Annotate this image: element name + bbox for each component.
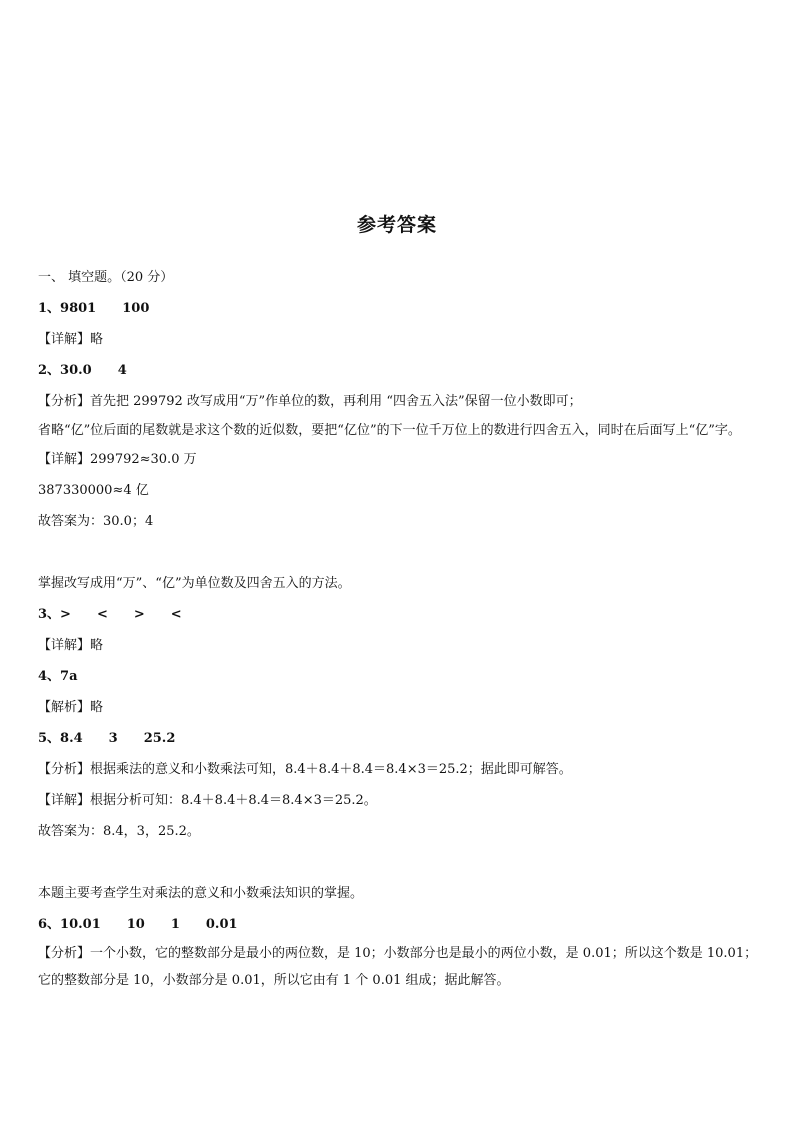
detail-q2-2: 387330000≈4 亿 (38, 483, 149, 498)
spacer (38, 847, 768, 878)
answer-content (38, 262, 768, 994)
answer-q5: 5、8.4 3 25.2 (38, 731, 176, 746)
analysis-q5: 【分析】根据乘法的意义和小数乘法可知，8.4＋8.4＋8.4＝8.4×3＝25.2；据此即可解答。 (38, 762, 572, 777)
answer-q3: 3、> < > < (38, 607, 182, 622)
answer-q6: 6、10.01 10 1 0.01 (38, 917, 238, 932)
answer-q2: 2、30.0 4 (38, 363, 127, 378)
analysis-q6: 【分析】一个小数，它的整数部分是最小的两位数，是 10；小数部分也是最小的两位小数，是 0.01；所以这个数是 10.01；它的整数部分是 10，小数部分是 0.01，所以它由有 1 个 0.01 组成；据此解答。 (38, 946, 758, 988)
detail-q4: 【解析】略 (38, 700, 104, 715)
detail-q2-1: 【详解】299792≈30.0 万 (38, 452, 197, 467)
analysis-q2: 【分析】首先把 299792 改写成用“万”作单位的数，再利用 “四舍五入法”保留一位小数即可； (38, 394, 582, 409)
note-q5: 本题主要考查学生对乘法的意义和小数乘法知识的掌握。 (38, 886, 364, 901)
answer-summary-q2: 故答案为：30.0；4 (38, 514, 154, 529)
answer-summary-q5: 故答案为：8.4，3，25.2。 (38, 824, 200, 839)
spacer (38, 537, 768, 568)
section-heading: 一、 填空题。（20 分） (38, 270, 174, 285)
detail-q1: 【详解】略 (38, 332, 104, 347)
detail-q3: 【详解】略 (38, 638, 104, 653)
answer-q1: 1、9801 100 (38, 301, 150, 316)
note-q2: 掌握改写成用“万”、“亿”为单位数及四舍五入的方法。 (38, 576, 351, 591)
answer-q4: 4、7a (38, 669, 78, 684)
analysis-q2-cont: 省略“亿”位后面的尾数就是求这个数的近似数，要把“亿位”的下一位千万位上的数进行四舍五入，同时在后面写上“亿”字。 (38, 423, 741, 438)
page-title: 参考答案 (356, 214, 437, 236)
detail-q5: 【详解】根据分析可知：8.4＋8.4＋8.4＝8.4×3＝25.2。 (38, 793, 377, 808)
